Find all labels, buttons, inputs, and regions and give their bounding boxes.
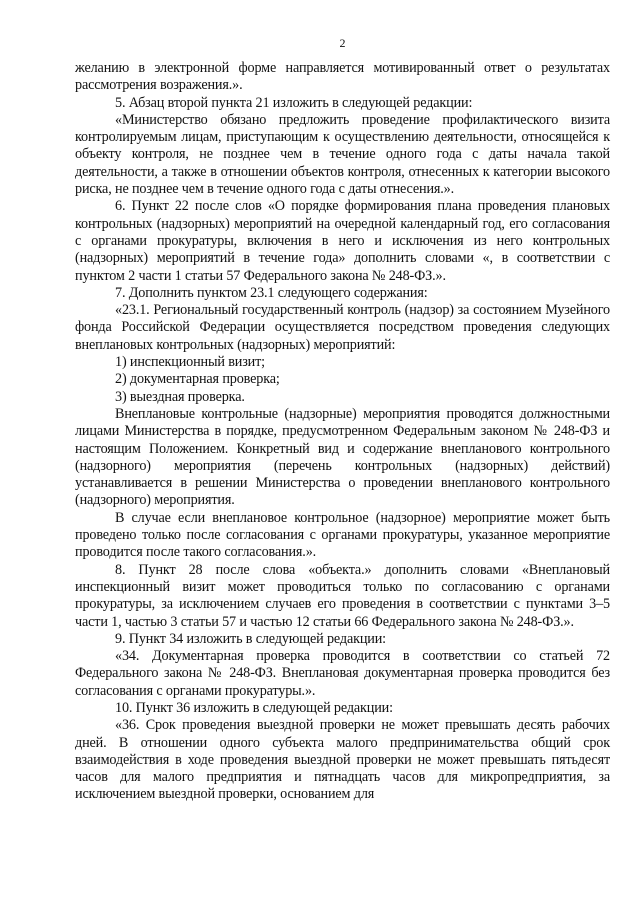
document-body [75, 60, 610, 804]
paragraph: желанию в электронной форме направляется мотивированный ответ о результатах рассмотрения возражения.». [75, 60, 610, 94]
paragraph: «34. Документарная проверка проводится в соответствии со статьей 72 Федерального закона № 248-ФЗ. Внеплановая документарная проверка проводится без согласования с органами прокуратуры.». [75, 648, 610, 699]
paragraph: 10. Пункт 36 изложить в следующей редакции: [115, 699, 393, 716]
paragraph: 2) документарная проверка; [115, 371, 280, 388]
paragraph: «36. Срок проведения выездной проверки не может превышать десять рабочих дней. В отношении одного субъекта малого предпринимательства общий срок взаимодействия в ходе проведения выездной проверки не может превышать пятьдесят часов для малого предприятия и пятнадцать часов для микропредприятия, за исключением выездной проверки, основанием для [75, 717, 610, 803]
paragraph: «Министерство обязано предложить проведение профилактического визита контролируемым лицам, приступающим к осуществлению деятельности, относящейся к объекту контроля, не позднее чем в течение одного года с даты начала такой деятельности, а также в отношении объектов контроля, отнесенных к категории высокого риска, не позднее чем в течение одного года с даты отнесения.». [75, 111, 610, 198]
paragraph: 1) инспекционный визит; [115, 354, 265, 371]
paragraph: 6. Пункт 22 после слов «О порядке формирования плана проведения плановых контрольных (надзорных) мероприятий на очередной календарный год, его согласования с органами прокуратуры, включения в него и исключения из него контрольных (надзорных) мероприятий в течение года» дополнить словами «, в соответствии с пунктом 2 части 1 статьи 57 Федерального закона № 248-ФЗ.». [75, 198, 610, 284]
paragraph: 9. Пункт 34 изложить в следующей редакции: [115, 630, 386, 647]
paragraph: 7. Дополнить пунктом 23.1 следующего содержания: [115, 284, 428, 301]
paragraph: «23.1. Региональный государственный контроль (надзор) за состоянием Музейного фонда Российской Федерации осуществляется посредством проведения следующих внеплановых контрольных (надзорных) мероприятий: [75, 302, 610, 353]
paragraph: Внеплановые контрольные (надзорные) мероприятия проводятся должностными лицами Министерства в порядке, предусмотренном Федеральным законом № 248-ФЗ и настоящим Положением. Конкретный вид и содержание внепланового контрольного (надзорного) мероприятия (перечень контрольных (надзорных) действий) устанавливается в решении Министерства о проведении внепланового контрольного (надзорного) мероприятия. [75, 405, 610, 509]
paragraph: 8. Пункт 28 после слова «объекта.» дополнить словами «Внеплановый инспекционный визит может проводиться только по согласованию с органами прокуратуры, за исключением случаев его проведения в соответствии с пунктами 3–5 части 1, частью 3 статьи 57 и частью 12 статьи 66 Федерального закона № 248-ФЗ.». [75, 561, 610, 630]
paragraph: В случае если внеплановое контрольное (надзорное) мероприятие может быть проведено только после согласования с органами прокуратуры, указанное мероприятие проводится после такого согласования.». [75, 509, 610, 561]
page-number: 2 [339, 36, 346, 50]
paragraph: 3) выездная проверка. [115, 388, 245, 405]
paragraph: 5. Абзац второй пункта 21 изложить в следующей редакции: [115, 94, 473, 111]
